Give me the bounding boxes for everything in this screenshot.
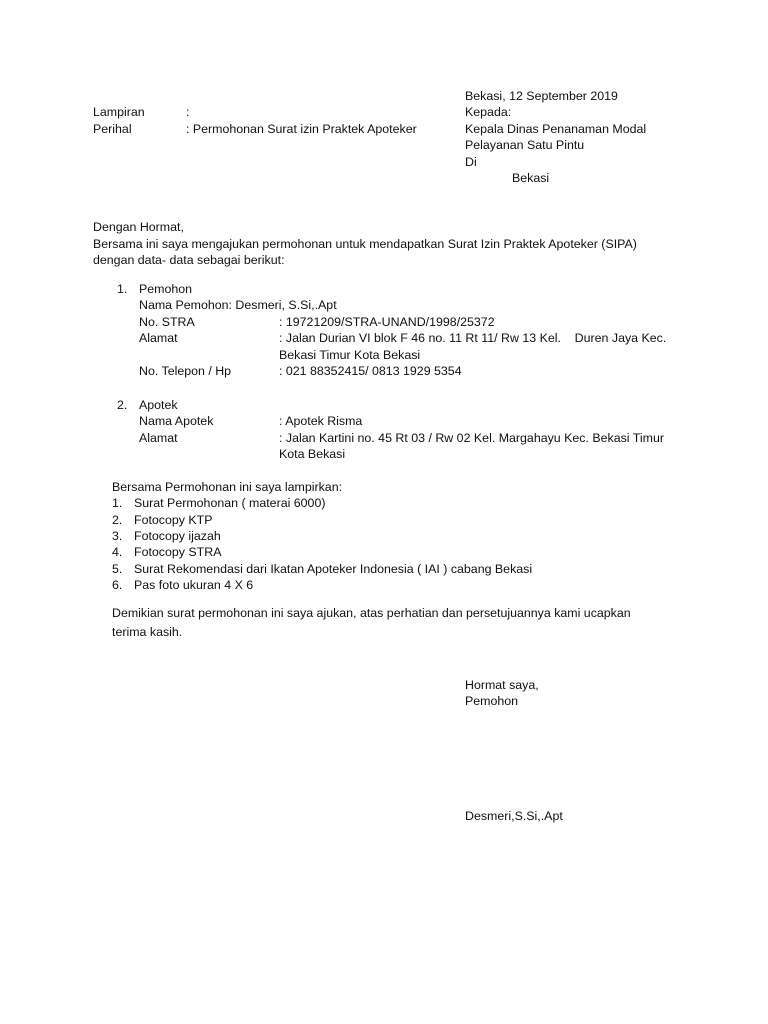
phone-label: No. Telepon / Hp (139, 364, 232, 378)
signature-role: Pemohon (465, 694, 519, 708)
lampiran-label: Lampiran (93, 105, 145, 119)
apotek-title: Apotek (139, 398, 178, 412)
list-item-text: Fotocopy ijazah (134, 529, 221, 543)
stra-value: : 19721209/STRA-UNAND/1998/25372 (279, 315, 495, 329)
list-item (112, 495, 325, 511)
intro-line2: dengan data- data sebagai berikut: (93, 253, 285, 267)
list-item-text: Fotocopy STRA (134, 545, 222, 559)
apotek-alamat-label: Alamat (139, 431, 178, 445)
list-item-number: 5. (112, 562, 123, 576)
list-item (112, 577, 253, 593)
list-item (112, 561, 532, 577)
pemohon-title: Pemohon (139, 282, 193, 296)
apotek-alamat-line2: Kota Bekasi (279, 447, 346, 461)
list-item-number: 3. (112, 529, 123, 543)
list-item-number: 6. (112, 578, 123, 592)
apotek-name-label: Nama Apotek (139, 414, 214, 428)
list-item (112, 544, 221, 560)
list-item-number: 1. (112, 496, 123, 510)
pemohon-alamat-label: Alamat (139, 331, 178, 345)
list-item-text: Fotocopy KTP (134, 513, 213, 527)
pemohon-number: 1. (117, 282, 128, 296)
apotek-name-value: : Apotek Risma (279, 414, 363, 428)
recipient-line1: Kepala Dinas Penanaman Modal (465, 122, 647, 136)
list-item-text: Surat Rekomendasi dari Ikatan Apoteker Indonesia ( IAI ) cabang Bekasi (134, 562, 533, 576)
apotek-number: 2. (117, 398, 128, 412)
di-label: Di (465, 155, 477, 169)
apotek-alamat-line1: : Jalan Kartini no. 45 Rt 03 / Rw 02 Kel. Margahayu Kec. Bekasi Timur (279, 431, 664, 445)
list-item-text: Surat Permohonan ( materai 6000) (134, 496, 326, 510)
intro-line1: Bersama ini saya mengajukan permohonan untuk mendapatkan Surat Izin Praktek Apoteker (SIPA) (93, 237, 637, 251)
greeting: Dengan Hormat, (93, 220, 184, 234)
place-date: Bekasi, 12 September 2019 (465, 89, 618, 103)
city: Bekasi (512, 171, 550, 185)
pemohon-name: Nama Pemohon: Desmeri, S.Si,.Apt (139, 298, 337, 312)
signature-name: Desmeri,S.Si,.Apt (465, 809, 563, 823)
list-item-number: 4. (112, 545, 123, 559)
signature-regards: Hormat saya, (465, 678, 539, 692)
list-item (112, 512, 213, 528)
lampiran-value: : (186, 105, 190, 119)
closing-line2: terima kasih. (112, 625, 183, 639)
pemohon-alamat-line1: : Jalan Durian VI blok F 46 no. 11 Rt 11/ Rw 13 Kel. Duren Jaya Kec. (279, 331, 667, 345)
list-item-text: Pas foto ukuran 4 X 6 (134, 578, 254, 592)
kepada-label: Kepada: (465, 105, 512, 119)
phone-value: : 021 88352415/ 0813 1929 5354 (279, 364, 462, 378)
stra-label: No. STRA (139, 315, 195, 329)
list-item (112, 528, 221, 544)
perihal-label: Perihal (93, 122, 132, 136)
lampiran-intro: Bersama Permohonan ini saya lampirkan: (112, 480, 343, 494)
recipient-line2: Pelayanan Satu Pintu (465, 138, 585, 152)
pemohon-alamat-line2: Bekasi Timur Kota Bekasi (279, 348, 421, 362)
list-item-number: 2. (112, 513, 123, 527)
perihal-value: : Permohonan Surat izin Praktek Apoteker (186, 122, 417, 136)
closing-line1: Demikian surat permohonan ini saya ajukan, atas perhatian dan persetujuannya kami ucapkan (112, 606, 631, 620)
